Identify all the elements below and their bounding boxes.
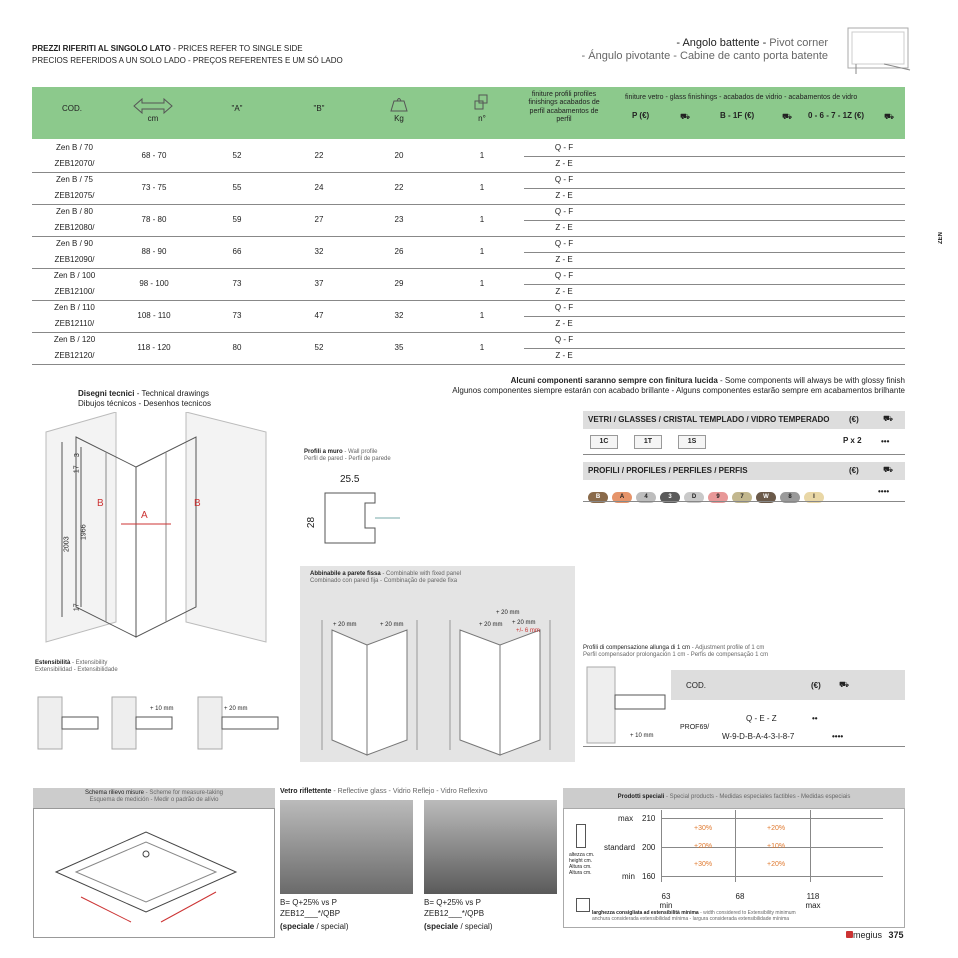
row-a: 66	[232, 247, 242, 256]
row-code: ZEB12075/	[54, 191, 95, 200]
prices-note-en: PRICES REFER TO SINGLE SIDE	[177, 44, 303, 53]
pivot-corner-icon	[844, 24, 914, 76]
reflective-left-formula: B= Q+25% vs P	[280, 898, 337, 907]
side-tab-label: ZEN	[938, 232, 944, 244]
glossy-note-line2: Algunos componentes siempre estarán con acabado brillante - Alguns componentes estarão sempre em acabamentos brilhante	[452, 385, 905, 395]
drawings-title-rest: - Technical drawings	[136, 389, 210, 398]
title-en: Pivot corner	[769, 37, 828, 49]
scheme-drawing	[36, 812, 272, 932]
row-n: 1	[479, 311, 485, 320]
reflective-left-code: ZEB12___*/QBP	[280, 909, 341, 918]
row-finish-2: Z - E	[555, 255, 573, 264]
col-finiture-vetro: finiture vetro - glass finishings - acabados de vidrio - acabamentos de vidro	[625, 94, 858, 101]
extensibility-line2: Extensibilidad - Extensibilidade	[35, 667, 118, 674]
compensation-bold: Profili di compensazione allunga di 1 cm	[583, 645, 691, 651]
col-cod: COD.	[62, 104, 82, 113]
pct-6: +20%	[767, 861, 786, 868]
technical-drawing	[36, 412, 276, 652]
special-bold: (speciale	[280, 922, 315, 931]
col-o67: 0 - 6 - 7 - 1Z (€)	[808, 111, 865, 120]
footer	[846, 930, 904, 940]
col-b1f: B - 1F (€)	[720, 111, 755, 120]
row-kg: 20	[394, 151, 404, 160]
special-line-min	[661, 876, 883, 877]
truck-icon: ⛟	[883, 414, 894, 423]
drawings-title-line2: Dibujos técnicos - Desenhos tecnicos	[78, 398, 211, 408]
row-code: ZEB12070/	[54, 159, 95, 168]
fp-20mm-a: + 20 mm	[333, 622, 357, 628]
row-divider-inner	[524, 156, 905, 157]
glass-option-1S[interactable]: 1S	[678, 435, 706, 449]
row-divider-inner	[524, 316, 905, 317]
reflective-right-special	[424, 922, 493, 932]
row-divider	[32, 364, 905, 365]
comp-f2: W-9-D-B-A-4-3-I-8-7	[722, 732, 795, 741]
dim-17a: 17	[73, 465, 81, 474]
row-cm: 98 - 100	[139, 279, 169, 288]
page-title: - Angolo battente - Pivot corner - Ángulo pivotante - Cabine de canto porta batente	[581, 37, 828, 62]
row-finish-1: Q - F	[554, 239, 574, 248]
label-a: A	[141, 510, 148, 521]
row-kg: 26	[394, 247, 404, 256]
row-code: ZEB12100/	[54, 287, 95, 296]
scheme-bold: Schema rilievo misure	[84, 790, 144, 796]
compensation-drawing	[585, 665, 671, 745]
comp-divider	[583, 746, 905, 747]
brand-logo-icon	[846, 931, 853, 938]
prices-note-it: PREZZI RIFERITI AL SINGOLO LATO	[32, 44, 171, 53]
row-finish-1: Q - F	[554, 207, 574, 216]
col-b: "B"	[313, 104, 325, 113]
profiles-divider	[583, 501, 905, 502]
glass-option-1T[interactable]: 1T	[634, 435, 662, 449]
reflective-rest: - Reflective glass - Vidrio Reflejo - Vidro Reflexivo	[333, 788, 488, 795]
row-b: 47	[314, 311, 324, 320]
row-n: 1	[479, 151, 485, 160]
profile-color-A[interactable]: A	[612, 492, 632, 503]
drawings-title	[78, 389, 211, 408]
pct-2: +20%	[767, 825, 786, 832]
col-cm: cm	[147, 114, 159, 123]
scheme-line2: Esquema de medición - Medir o padrão de alívio	[89, 797, 219, 804]
glass-option-1C[interactable]: 1C	[590, 435, 618, 449]
height-icon	[576, 824, 586, 848]
table-header	[32, 87, 905, 139]
profile-color-D[interactable]: D	[684, 492, 704, 503]
row-finish-2: Z - E	[555, 191, 573, 200]
title-line2: - Ángulo pivotante - Cabine de canto porta batente	[581, 50, 828, 62]
x-max: max	[805, 901, 821, 910]
fp-20mm-e: + 20 mm	[512, 620, 536, 626]
comp-10mm: + 10 mm	[630, 733, 654, 739]
row-finish-2: Z - E	[555, 287, 573, 296]
scheme-rest: - Scheme for measure-taking	[145, 790, 224, 796]
special-vline-2	[735, 810, 736, 882]
reflective-left-special	[280, 922, 349, 932]
wall-profile-height: 28	[306, 516, 318, 529]
row-finish-2: Z - E	[555, 319, 573, 328]
row-finish-2: Z - E	[555, 351, 573, 360]
extensibility-drawing-2	[110, 695, 174, 751]
row-code: ZEB12080/	[54, 223, 95, 232]
profile-color-B[interactable]: B	[588, 492, 608, 503]
ext-10mm: + 10 mm	[150, 706, 174, 712]
reflective-photo-1	[280, 800, 413, 894]
row-name: Zen B / 80	[56, 207, 93, 216]
row-divider	[32, 204, 905, 205]
row-b: 37	[314, 279, 324, 288]
fixed-panel-rest: - Combinable with fixed panel	[382, 571, 462, 577]
truck-icon: ⛟	[883, 465, 894, 474]
compensation-line2: Perfil compensador prolongación 1 cm - Perfis de compensação 1 cm	[583, 652, 769, 659]
comp-d2: ••••	[832, 732, 844, 741]
glasses-dots: •••	[881, 437, 890, 446]
truck-icon: ⛟	[884, 112, 895, 121]
row-b: 27	[314, 215, 324, 224]
width-note-bold: larghezza consigliata ad estensibilità minima	[592, 910, 699, 916]
col-n: n°	[478, 114, 486, 123]
glass-options	[590, 435, 830, 451]
special-210: 210	[642, 814, 656, 823]
pct-4: +10%	[767, 843, 786, 850]
row-n: 1	[479, 247, 485, 256]
row-name: Zen B / 90	[56, 239, 93, 248]
glossy-note-bold: Alcuni componenti saranno sempre con finitura lucida	[510, 376, 718, 385]
row-divider	[32, 300, 905, 301]
glasses-px2: P x 2	[843, 436, 862, 445]
row-a: 52	[232, 151, 242, 160]
row-finish-1: Q - F	[554, 271, 574, 280]
brand-name: megius	[853, 930, 883, 940]
comp-d1: ••	[812, 714, 818, 723]
profiles-header	[583, 462, 905, 480]
ext-20mm: + 20 mm	[224, 706, 248, 712]
fixed-panel-line2: Combinado con pared fija - Combinação de parede fixa	[310, 578, 458, 585]
row-kg: 29	[394, 279, 404, 288]
profile-color-9[interactable]: 9	[708, 492, 728, 503]
row-divider-inner	[524, 252, 905, 253]
row-divider-inner	[524, 348, 905, 349]
glossy-note	[452, 376, 905, 395]
row-code: ZEB12120/	[54, 351, 95, 360]
width-icon	[576, 898, 590, 912]
glossy-note-rest: - Some components will always be with glossy finish	[720, 376, 905, 385]
row-kg: 22	[394, 183, 404, 192]
row-cm: 78 - 80	[141, 215, 167, 224]
row-finish-1: Q - F	[554, 335, 574, 344]
label-b-right: B	[194, 498, 201, 509]
prices-note-es-pt: PRECIOS REFERIDOS A UN SOLO LADO - PREÇOS REFERENTES E UM SÓ LADO	[32, 56, 343, 65]
row-name: Zen B / 120	[53, 335, 96, 344]
row-a: 73	[232, 311, 242, 320]
profile-color-3[interactable]: 3	[660, 492, 680, 503]
row-finish-2: Z - E	[555, 223, 573, 232]
row-divider-inner	[524, 220, 905, 221]
prices-note: PREZZI RIFERITI AL SINGOLO LATO - PRICES REFER TO SINGLE SIDE	[32, 44, 303, 53]
x-118: 118	[806, 892, 820, 901]
extensibility-drawing-1	[36, 695, 100, 751]
col-a: "A"	[231, 104, 243, 113]
wall-profile-drawing	[320, 488, 400, 550]
label-b-left: B	[97, 498, 104, 509]
row-divider	[32, 332, 905, 333]
row-name: Zen B / 100	[53, 271, 96, 280]
fp-20mm-c: + 20 mm	[496, 610, 520, 616]
special-title-rest: - Special products - Medidas especiales factibles - Medidas especiais	[665, 794, 851, 800]
fixed-panel-drawing-1	[312, 610, 424, 760]
row-cm: 108 - 110	[137, 311, 171, 320]
reflective-photo-2	[424, 800, 557, 894]
row-b: 32	[314, 247, 324, 256]
row-finish-2: Z - E	[555, 159, 573, 168]
row-name: Zen B / 75	[56, 175, 93, 184]
comp-cod: COD.	[686, 681, 706, 690]
dim-17b: 17	[73, 603, 81, 612]
row-code: ZEB12090/	[54, 255, 95, 264]
profile-color-I[interactable]: I	[804, 492, 824, 503]
wall-profile-title	[304, 449, 391, 463]
profile-color-swatches	[588, 485, 833, 500]
special-min: min	[622, 872, 635, 881]
col-finiture-profili: finiture profili profiles finishings acabados de perfil acabamentos de perfil	[528, 91, 600, 124]
comp-f1: Q - E - Z	[746, 714, 777, 723]
extensibility-title	[35, 660, 118, 674]
row-finish-1: Q - F	[554, 303, 574, 312]
fixed-panel-bold: Abbinabile a parete fissa	[310, 571, 381, 577]
special-160: 160	[642, 872, 656, 881]
row-b: 52	[314, 343, 324, 352]
row-n: 1	[479, 215, 485, 224]
row-n: 1	[479, 279, 485, 288]
profiles-euro: (€)	[849, 466, 859, 475]
fp-20mm-b: + 20 mm	[380, 622, 404, 628]
special-rest: / special)	[316, 922, 349, 931]
row-cm: 68 - 70	[141, 151, 167, 160]
pct-5: +30%	[694, 861, 713, 868]
profile-color-7[interactable]: 7	[732, 492, 752, 503]
extensibility-bold: Estensibilità	[35, 660, 71, 666]
comp-code: PROF69/	[680, 724, 710, 731]
extensibility-drawing-3	[196, 695, 280, 751]
row-divider	[32, 172, 905, 173]
width-note-rest: - width considered to Extensibility minimum	[700, 910, 796, 916]
fixed-panel-title	[310, 571, 461, 585]
special-standard: standard	[604, 843, 636, 852]
compensation-rest: - Adjustment profile of 1 cm	[691, 645, 765, 651]
glasses-divider	[583, 454, 905, 455]
profile-color-W[interactable]: W	[756, 492, 776, 503]
special-200: 200	[642, 843, 656, 852]
dim-2003: 2003	[63, 536, 71, 552]
row-kg: 32	[394, 311, 404, 320]
row-code: ZEB12110/	[54, 319, 95, 328]
dim-3: 3	[73, 453, 81, 458]
reflective-right-formula: B= Q+25% vs P	[424, 898, 481, 907]
row-n: 1	[479, 183, 485, 192]
row-divider	[32, 236, 905, 237]
row-b: 22	[314, 151, 324, 160]
row-cm: 88 - 90	[141, 247, 167, 256]
profiles-dots: ••••	[878, 487, 890, 496]
row-kg: 35	[394, 343, 404, 352]
profile-color-8[interactable]: 8	[780, 492, 800, 503]
row-finish-1: Q - F	[554, 143, 574, 152]
pct-1: +30%	[694, 825, 713, 832]
row-a: 80	[232, 343, 242, 352]
row-divider	[32, 268, 905, 269]
pct-3: +20%	[694, 843, 713, 850]
row-n: 1	[479, 343, 485, 352]
row-name: Zen B / 70	[56, 143, 93, 152]
profiles-header-label: PROFILI / PROFILES / PERFILES / PERFIS	[588, 466, 748, 475]
row-a: 55	[232, 183, 242, 192]
fp-red-tolerance: +/- 6 mm	[516, 628, 540, 634]
truck-icon: ⛟	[839, 680, 850, 689]
x-min: min	[659, 901, 673, 910]
wall-profile-width: 25.5	[340, 474, 360, 485]
fp-20mm-d: + 20 mm	[479, 622, 503, 628]
x-68: 68	[735, 892, 745, 901]
truck-icon: ⛟	[782, 112, 793, 121]
special-line-max	[661, 818, 883, 819]
glasses-header-label: VETRI / GLASSES / CRISTAL TEMPLADO / VIDRO TEMPERADO	[588, 415, 830, 424]
height-label: altezza cm. height cm. Altura cm. Altura cm.	[569, 852, 595, 876]
x-63: 63	[661, 892, 671, 901]
row-kg: 23	[394, 215, 404, 224]
special-bold: (speciale	[424, 922, 459, 931]
wall-profile-line2: Perfil de pared - Perfil de parede	[304, 456, 391, 463]
special-max: max	[618, 814, 634, 823]
col-kg: Kg	[394, 114, 404, 123]
extensibility-rest: - Extensibility	[72, 660, 108, 666]
compensation-title	[583, 645, 768, 659]
profile-color-4[interactable]: 4	[636, 492, 656, 503]
drawings-title-bold: Disegni tecnici	[78, 389, 135, 398]
reflective-title	[280, 788, 488, 796]
reflective-bold: Vetro riflettente	[280, 788, 332, 795]
row-name: Zen B / 110	[54, 303, 95, 312]
scheme-header	[33, 788, 275, 808]
row-b: 24	[314, 183, 324, 192]
row-divider-inner	[524, 284, 905, 285]
row-cm: 118 - 120	[137, 343, 171, 352]
page-number: 375	[888, 930, 904, 940]
compensation-header	[671, 670, 905, 700]
comp-euro: (€)	[811, 681, 821, 690]
special-header	[563, 788, 905, 808]
reflective-right-code: ZEB12___*/QPB	[424, 909, 485, 918]
special-title-bold: Prodotti speciali	[617, 794, 665, 800]
col-p: P (€)	[632, 111, 650, 120]
fixed-panel-drawing-2	[440, 610, 558, 760]
row-a: 59	[232, 215, 242, 224]
glasses-euro: (€)	[849, 415, 859, 424]
width-note-2: anchura considerada extensibilidad mínima - largura considerada extensibilidade mínima	[592, 916, 790, 922]
dim-1966: 1966	[80, 524, 88, 540]
special-rest: / special)	[460, 922, 493, 931]
truck-icon: ⛟	[680, 112, 691, 121]
wall-profile-bold: Profili a muro	[304, 449, 343, 455]
row-divider-inner	[524, 188, 905, 189]
title-it: Angolo battente	[682, 37, 760, 49]
row-cm: 73 - 75	[141, 183, 167, 192]
row-finish-1: Q - F	[554, 175, 574, 184]
package-icon	[473, 93, 489, 113]
special-vline-3	[810, 810, 811, 882]
wall-profile-rest: - Wall profile	[344, 449, 378, 455]
row-a: 73	[232, 279, 242, 288]
glasses-header	[583, 411, 905, 429]
special-vline-1	[661, 810, 662, 882]
width-note	[592, 910, 796, 922]
